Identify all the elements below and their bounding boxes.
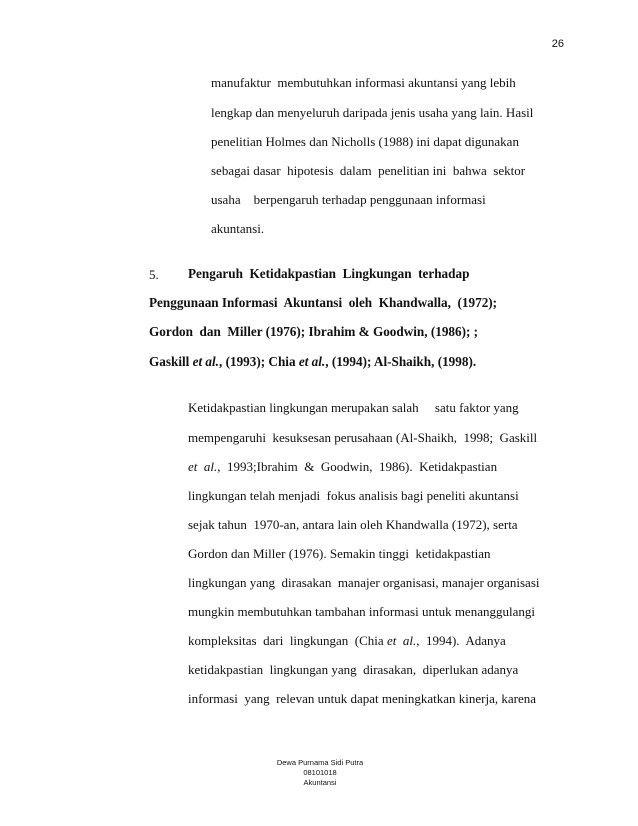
heading-line: Pengaruh Ketidakpastian Lingkungan terhadap [188,266,470,281]
heading-italic: et al. [298,354,326,369]
page-footer [250,758,390,788]
heading-text: Gaskill [149,354,193,369]
heading-italic: et al. [192,354,219,369]
paragraph-line: lingkungan yang dirasakan manajer organisasi, manajer organisasi [188,575,540,590]
paragraph-line: sebagai dasar hipotesis dalam penelitian ini bahwa sektor [211,163,526,178]
paragraph-line: usaha berpengaruh terhadap penggunaan informasi [211,192,486,207]
heading-line: Penggunaan Informasi Akuntansi oleh Khandwalla, (1972); [149,295,498,310]
paragraph-line: Gordon dan Miller (1976). Semakin tinggi ketidakpastian [188,546,491,561]
paragraph-line: lingkungan telah menjadi fokus analisis bagi peneliti akuntansi [188,488,519,503]
paragraph-line: ketidakpastian lingkungan yang dirasakan, diperlukan adanya [188,662,519,677]
citation-italic: et al., [386,633,420,648]
citation-italic: et al., [188,459,221,474]
heading-line [149,354,476,370]
paragraph-line: lengkap dan menyeluruh daripada jenis usaha yang lain. Hasil [211,105,534,120]
paragraph-line: informasi yang relevan untuk dapat meningkatkan kinerja, karena [188,691,536,706]
paragraph-text: 1993;Ibrahim & Goodwin, 1986). Ketidakpastian [220,459,498,474]
heading-text: , (1993); Chia [218,354,299,369]
paragraph-text: kompleksitas dari lingkungan (Chia [188,633,387,648]
heading-text: , (1994); Al-Shaikh, (1998). [325,354,477,369]
paragraph-line [188,633,506,649]
section-number: 5. [149,267,159,282]
student-id: 08101018 [303,768,337,777]
paragraph-line: sejak tahun 1970-an, antara lain oleh Khandwalla (1972), serta [188,517,518,532]
paragraph-line [188,459,497,475]
heading-line: Gordon dan Miller (1976); Ibrahim & Goodwin, (1986); ; [149,324,479,339]
paragraph-line: mempengaruhi kesuksesan perusahaan (Al-Shaikh, 1998; Gaskill [188,430,538,445]
paragraph-line: mungkin membutuhkan tambahan informasi untuk menanggulangi [188,604,535,619]
paragraph-line: Ketidakpastian lingkungan merupakan salah satu faktor yang [188,400,519,415]
page-number: 26 [551,38,564,50]
paragraph-line: akuntansi. [211,221,265,236]
paragraph-text: 1994). Adanya [419,633,506,648]
paragraph-line: penelitian Holmes dan Nicholls (1988) ini dapat digunakan [211,134,519,149]
author-name: Dewa Purnama Sidi Putra [276,758,364,767]
department: Akuntansi [303,778,337,787]
paragraph-line: manufaktur membutuhkan informasi akuntansi yang lebih [211,75,516,90]
